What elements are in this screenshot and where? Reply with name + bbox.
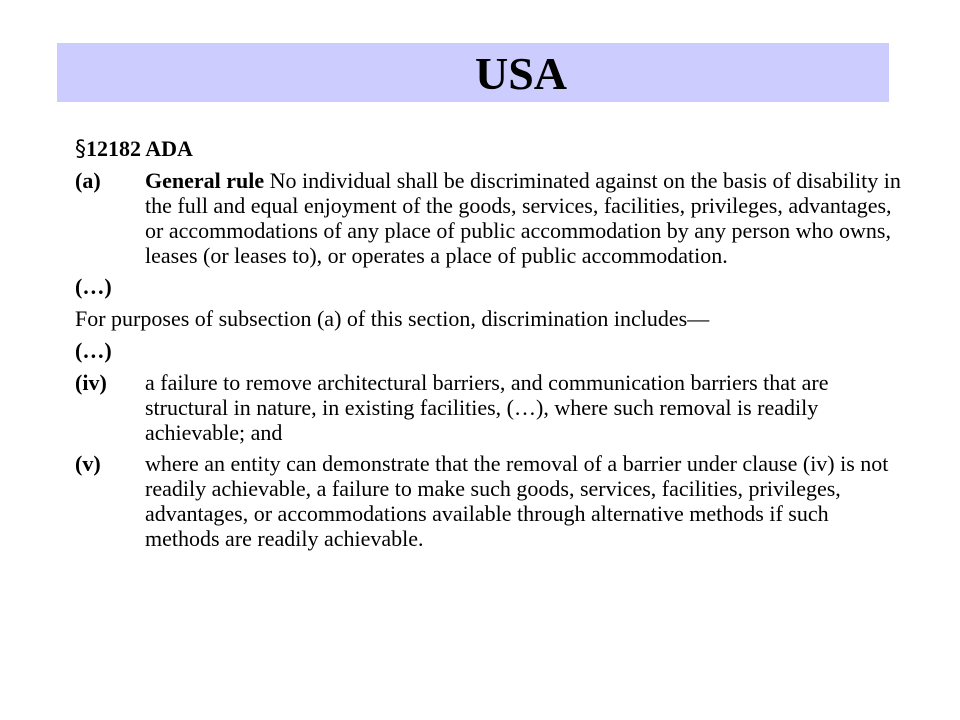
clause-iv-label: (iv) [75, 370, 107, 395]
clause-a-label: (a) [75, 168, 101, 193]
clause-a [75, 168, 905, 268]
section-mark: § [75, 137, 86, 162]
clause-iv-text: a failure to remove architectural barriers, and communication barriers that are structural in nature, in existing facilities, (…), where such removal is readily achievable; and [145, 370, 829, 445]
title-bar [57, 43, 889, 102]
clause-v [75, 451, 905, 551]
ellipsis-2: (…) [75, 338, 112, 363]
clause-v-label: (v) [75, 451, 101, 476]
clause-a-body: No individual shall be discriminated against on the basis of disability in the full and equal enjoyment of the goods, services, facilities, privileges, advantages, or accommodations of any place of public accommodation by any person who owns, leases (or leases to), or operates a place of public accommodation. [145, 168, 901, 268]
ellipsis-1: (…) [75, 274, 112, 299]
slide-title: USA [474, 48, 568, 99]
clause-iv [75, 370, 905, 445]
slide-body [75, 136, 905, 557]
clause-a-text [145, 168, 905, 268]
clause-a-term: General rule [145, 168, 265, 193]
clause-v-text: where an entity can demonstrate that the removal of a barrier under clause (iv) is not readily achievable, a failure to make such goods, services, facilities, privileges, advantages, or accommodations available through alternative methods if such methods are readily achievable. [145, 451, 889, 551]
section-heading [75, 136, 905, 162]
section-heading-text: 12182 ADA [86, 136, 193, 161]
purposes-line: For purposes of subsection (a) of this section, discrimination includes— [75, 306, 710, 331]
